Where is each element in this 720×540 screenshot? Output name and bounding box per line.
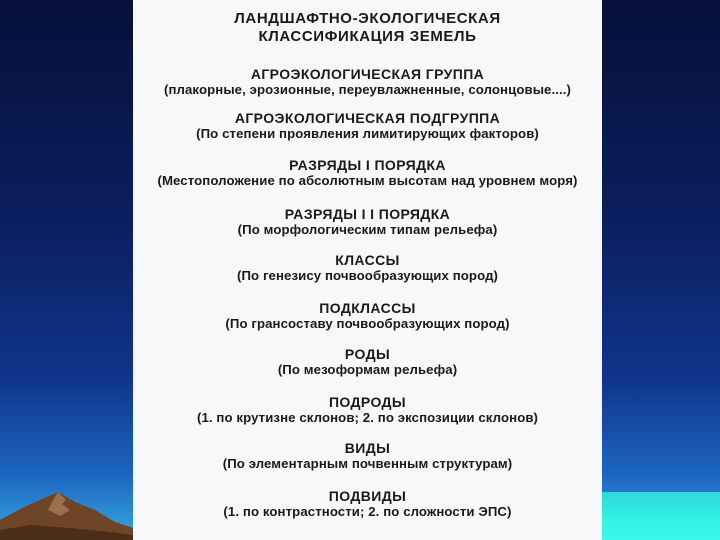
level-heading: РАЗРЯДЫ I ПОРЯДКА: [289, 157, 446, 173]
level-note: (Местоположение по абсолютным высотам над уровнем моря): [157, 173, 578, 188]
level-species: [133, 440, 602, 472]
level-note: (По генезису почвообразующих пород): [236, 268, 499, 283]
mountain-decoration: [0, 470, 140, 540]
level-note: (По степени проявления лимитирующих факторов): [196, 126, 539, 141]
title-line-2: КЛАССИФИКАЦИЯ ЗЕМЕЛЬ: [258, 28, 477, 45]
title-line-1: ЛАНДШАФТНО-ЭКОЛОГИЧЕСКАЯ: [234, 10, 501, 27]
level-note: (По мезоформам рельефа): [277, 362, 458, 377]
level-heading: ПОДРОДЫ: [328, 394, 407, 410]
level-genera: [133, 346, 602, 378]
level-subspecies: [133, 488, 602, 520]
level-rank-2: [133, 206, 602, 238]
document-sheet: [133, 0, 602, 540]
level-heading: РОДЫ: [344, 346, 391, 362]
level-heading: ВИДЫ: [344, 440, 391, 456]
level-note: (По элементарным почвенным структурам): [222, 456, 513, 471]
teal-horizon-strip: [600, 492, 720, 540]
level-heading: АГРОЭКОЛОГИЧЕСКАЯ ГРУППА: [250, 66, 485, 82]
level-note: (плакорные, эрозионные, переувлажненные, солонцовые....): [163, 82, 572, 97]
level-heading: КЛАССЫ: [335, 252, 400, 268]
level-heading: РАЗРЯДЫ I I ПОРЯДКА: [284, 206, 451, 222]
level-note: (По морфологическим типам рельефа): [237, 222, 498, 237]
level-subclasses: [133, 300, 602, 332]
level-heading: ПОДКЛАССЫ: [319, 300, 416, 316]
document-title: [133, 10, 602, 46]
level-note: (1. по контрастности; 2. по сложности ЭПС): [223, 504, 512, 519]
level-rank-1: [133, 157, 602, 189]
level-note: (По грансоставу почвообразующих пород): [225, 316, 510, 331]
level-agro-group: [133, 66, 602, 98]
level-classes: [133, 252, 602, 284]
level-note: (1. по крутизне склонов; 2. по экспозиции склонов): [196, 410, 539, 425]
level-subgenera: [133, 394, 602, 426]
level-agro-subgroup: [133, 110, 602, 142]
level-heading: АГРОЭКОЛОГИЧЕСКАЯ ПОДГРУППА: [234, 110, 501, 126]
level-heading: ПОДВИДЫ: [328, 488, 407, 504]
